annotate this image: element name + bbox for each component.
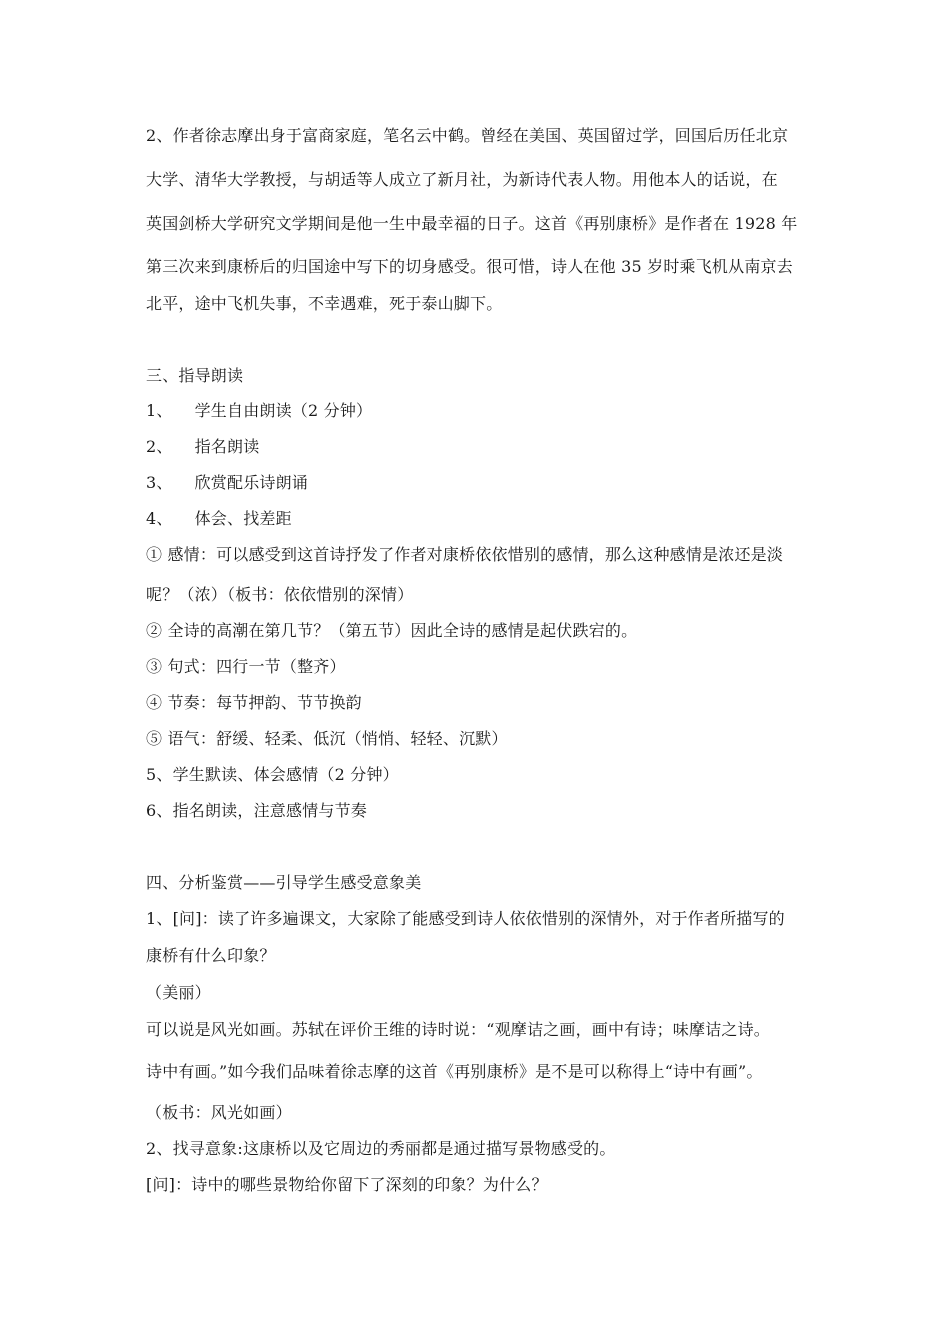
point-rhythm: ④ 节奏：每节押韵、节节换韵 [146,693,362,712]
section-4-line-5: 诗中有画。”如今我们品味着徐志摩的这首《再别康桥》是不是可以称得上“诗中有画”。 [146,1062,763,1081]
section-4-line-4: 可以说是风光如画。苏轼在评价王维的诗时说：“观摩诘之画，画中有诗；味摩诘之诗。 [146,1020,770,1039]
section-3-item-2 [146,437,259,457]
item-text: 欣赏配乐诗朗诵 [194,473,308,492]
item-number: 3、 [146,473,173,492]
item-number: 2、 [146,437,173,456]
item-text: 体会、找差距 [194,509,292,528]
section-3-heading: 三、指导朗读 [146,366,244,385]
section-3-item-3 [146,473,308,493]
point-emotion-line-1: ① 感情：可以感受到这首诗抒发了作者对康桥依依惜别的感情，那么这种感情是浓还是淡 [146,545,784,564]
intro-paragraph-line-2: 大学、清华大学教授，与胡适等人成立了新月社，为新诗代表人物。用他本人的话说，在 [146,170,778,189]
section-4-line-6: （板书：风光如画） [146,1103,292,1122]
point-climax: ② 全诗的高潮在第几节？（第五节）因此全诗的感情是起伏跌宕的。 [146,621,638,640]
section-4-heading: 四、分析鉴赏——引导学生感受意象美 [146,873,422,892]
point-sentence-form: ③ 句式：四行一节（整齐） [146,657,346,676]
section-4-line-8: [问]：诗中的哪些景物给你留下了深刻的印象？为什么？ [146,1175,548,1194]
section-4-line-1: 1、[问]：读了许多遍课文，大家除了能感受到诗人依依惜别的深情外，对于作者所描写的 [146,909,785,928]
intro-paragraph-line-1: 2、作者徐志摩出身于富商家庭，笔名云中鹤。曾经在美国、英国留过学，回国后历任北京 [146,126,789,145]
intro-paragraph-line-3: 英国剑桥大学研究文学期间是他一生中最幸福的日子。这首《再别康桥》是作者在 1928 年 [146,214,798,233]
section-4-line-2: 康桥有什么印象？ [146,946,276,965]
intro-paragraph-line-4: 第三次来到康桥后的归国途中写下的切身感受。很可惜，诗人在他 35 岁时乘飞机从南京去 [146,257,793,276]
step-silent-reading: 5、学生默读、体会感情（2 分钟） [146,765,399,784]
item-text: 指名朗读 [194,437,260,456]
item-text: 学生自由朗读（2 分钟） [194,401,373,420]
item-number: 1、 [146,401,173,420]
item-number: 4、 [146,509,173,528]
section-3-item-1 [146,401,372,421]
section-3-item-4 [146,509,292,529]
point-emotion-line-2: 呢？（浓）（板书：依依惜别的深情） [146,585,414,604]
point-tone: ⑤ 语气：舒缓、轻柔、低沉（悄悄、轻轻、沉默） [146,729,508,748]
intro-paragraph-line-5: 北平，途中飞机失事，不幸遇难，死于泰山脚下。 [146,294,503,313]
step-named-reading: 6、指名朗读，注意感情与节奏 [146,801,367,820]
section-4-line-7: 2、找寻意象:这康桥以及它周边的秀丽都是通过描写景物感受的。 [146,1139,616,1158]
section-4-line-3: （美丽） [146,983,211,1002]
